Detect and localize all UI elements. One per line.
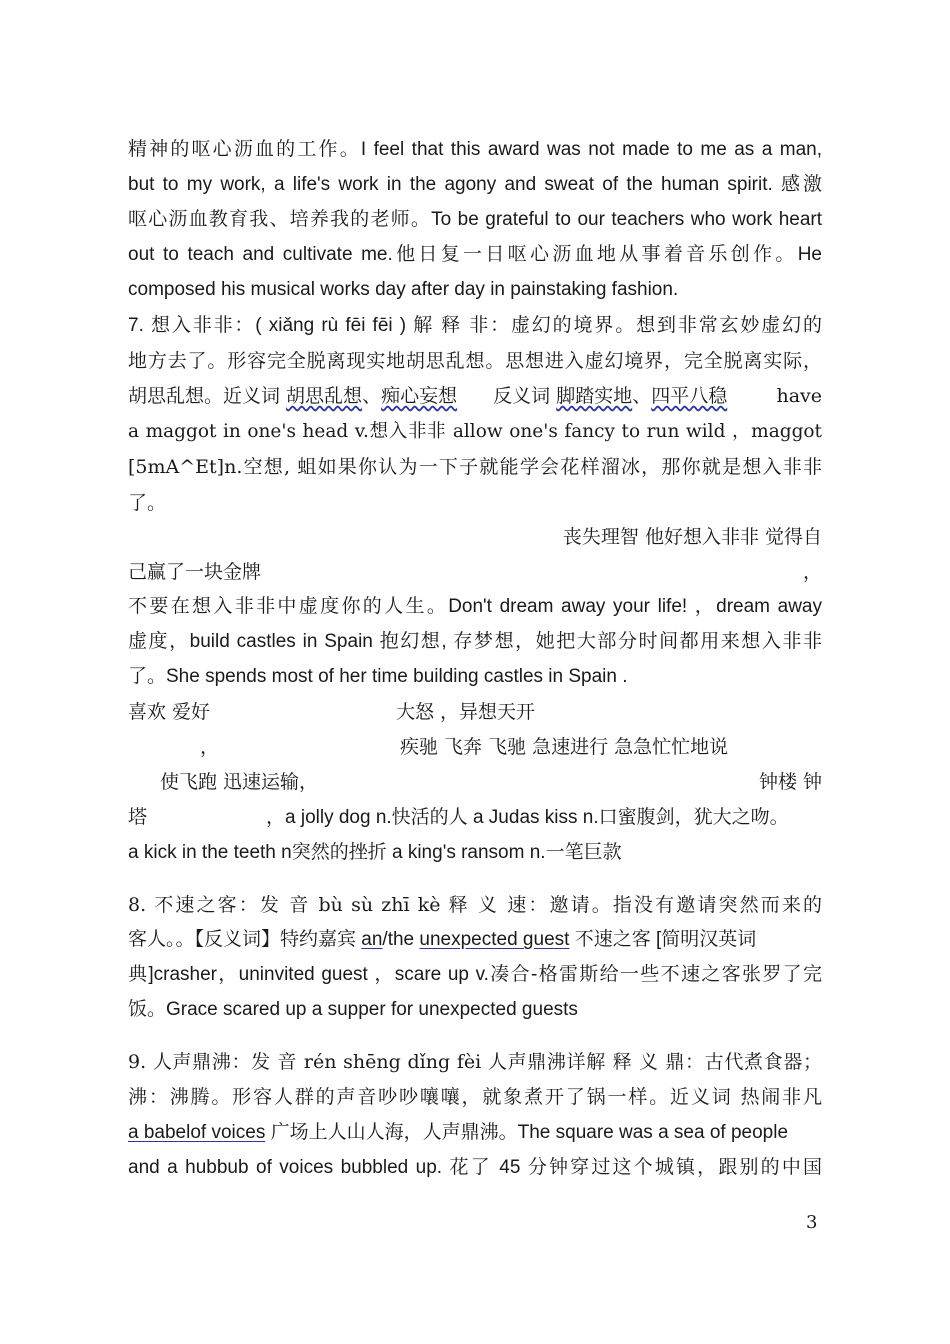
antonym-link[interactable]: 四平八稳 xyxy=(651,385,728,407)
text-line: 了。She spends most of her time building castles in Spain . xyxy=(128,666,628,687)
text-fragment: 客人。。【反义词】特约嘉宾 xyxy=(128,929,362,950)
separator: 、 xyxy=(632,385,652,407)
text-line xyxy=(128,925,822,955)
text-line: 典]crasher，uninvited guest ，scare up v.凑合-格雷斯给一些不速之客张罗了完 xyxy=(128,964,822,985)
entry-8-heading: 8. 不速之客：发 音 bù sù zhī kè 释 义 速：邀请。指没有邀请突然而来的 xyxy=(128,894,822,916)
antonym-label: 反义词 xyxy=(493,385,557,407)
entry-7-heading: 7. 想入非非：( xiǎng rù fēi fēi ) 解 释 非：虚幻的境界。想到非常玄妙虚幻的 xyxy=(128,315,822,336)
text-fragment: ， xyxy=(802,561,822,583)
text-line: 饭。Grace scared up a supper for unexpected guests xyxy=(128,999,578,1020)
text-line: 不要在想入非非中虚度你的人生。Don't dream away your life! ，dream away xyxy=(128,596,822,617)
text-line: and a hubbub of voices bubbled up. 花了 45 分钟穿过这个城镇，跟别的中国 xyxy=(128,1157,822,1178)
text-line: 了。 xyxy=(128,492,167,514)
text-line: 呕心沥血教育我、培养我的老师。To be grateful to our teachers who work heart xyxy=(128,209,822,230)
text-line: 虚度，build castles in Spain 抱幻想, 存梦想，她把大部分时间都用来想入非非 xyxy=(128,631,822,652)
separator: 、 xyxy=(362,385,382,407)
text-line: composed his musical works day after day in painstaking fashion. xyxy=(128,279,679,300)
text-line: 精神的呕心沥血的工作。I feel that this award was not made to me as a man, xyxy=(128,139,822,160)
text-fragment: 使飞跑 迅速运输， xyxy=(160,771,319,793)
text-line: [5mA^Et]n.空想, 蛆如果你认为一下子就能学会花样溜冰，那你就是想入非非 xyxy=(128,456,822,478)
synonym-link[interactable]: 痴心妄想 xyxy=(381,385,458,407)
text-line: 沸：沸腾。形容人群的声音吵吵嚷嚷，就象煮开了锅一样。近义词 热闹非凡 xyxy=(128,1086,822,1108)
text-fragment: ，a jolly dog n.快活的人 a Judas kiss n.口蜜腹剑，犹大之吻。 xyxy=(266,807,789,828)
phrase-link[interactable]: an xyxy=(361,929,383,950)
text-fragment: 塔 xyxy=(128,807,148,828)
text-fragment: ， xyxy=(200,736,220,758)
text-fragment: 大怒 ，异想天开 xyxy=(396,701,536,723)
synonym-link[interactable]: 胡思乱想 xyxy=(286,385,363,407)
text-line xyxy=(128,803,822,833)
text-line: but to my work, a life's work in the agony and sweat of the human spirit. 感激 xyxy=(128,174,822,195)
phrase-link[interactable]: a babelof voices xyxy=(128,1122,266,1143)
synonym-label: 胡思乱想。近义词 xyxy=(128,385,287,407)
text-line: a kick in the teeth n突然的挫折 a king's ransom n.一笔巨款 xyxy=(128,842,622,863)
text-fragment: 不速之客 [简明汉英词 xyxy=(569,929,757,950)
phrase-link[interactable]: unexpected guest xyxy=(419,929,570,950)
text-line xyxy=(128,767,822,797)
text-line: 地方去了。形容完全脱离现实地胡思乱想。思想进入虚幻境界，完全脱离实际， xyxy=(128,350,822,372)
antonym-link[interactable]: 脚踏实地 xyxy=(556,385,633,407)
text-line: out to teach and cultivate me.他日复一日呕心沥血地从事着音乐创作。He xyxy=(128,244,822,265)
text-line: 丧失理智 他好想入非非 觉得自 xyxy=(562,526,822,548)
text-line xyxy=(128,732,822,762)
entry-9-heading: 9. 人声鼎沸：发 音 rén shēng dǐng fèi 人声鼎沸详解 释 义 鼎：古代煮食器； xyxy=(128,1051,822,1073)
text-fragment: 广场上人山人海，人声鼎沸。The square was a sea of people xyxy=(265,1122,789,1143)
text-line xyxy=(128,1118,822,1148)
text-fragment: /the xyxy=(382,929,420,950)
text-fragment: have xyxy=(776,385,822,407)
synonym-antonym-line xyxy=(128,381,822,411)
page-number: 3 xyxy=(806,1212,818,1233)
text-line xyxy=(128,697,822,727)
text-fragment: 疾驰 飞奔 飞驰 急速进行 急急忙忙地说 xyxy=(400,736,729,758)
text-fragment: 钟楼 钟 xyxy=(758,771,822,793)
text-fragment: 己赢了一块金牌 xyxy=(128,561,262,583)
text-line: a maggot in one's head v.想入非非 allow one's fancy to run wild ，maggot xyxy=(128,421,822,442)
text-line xyxy=(128,557,822,587)
text-fragment: 喜欢 爱好 xyxy=(128,701,211,723)
